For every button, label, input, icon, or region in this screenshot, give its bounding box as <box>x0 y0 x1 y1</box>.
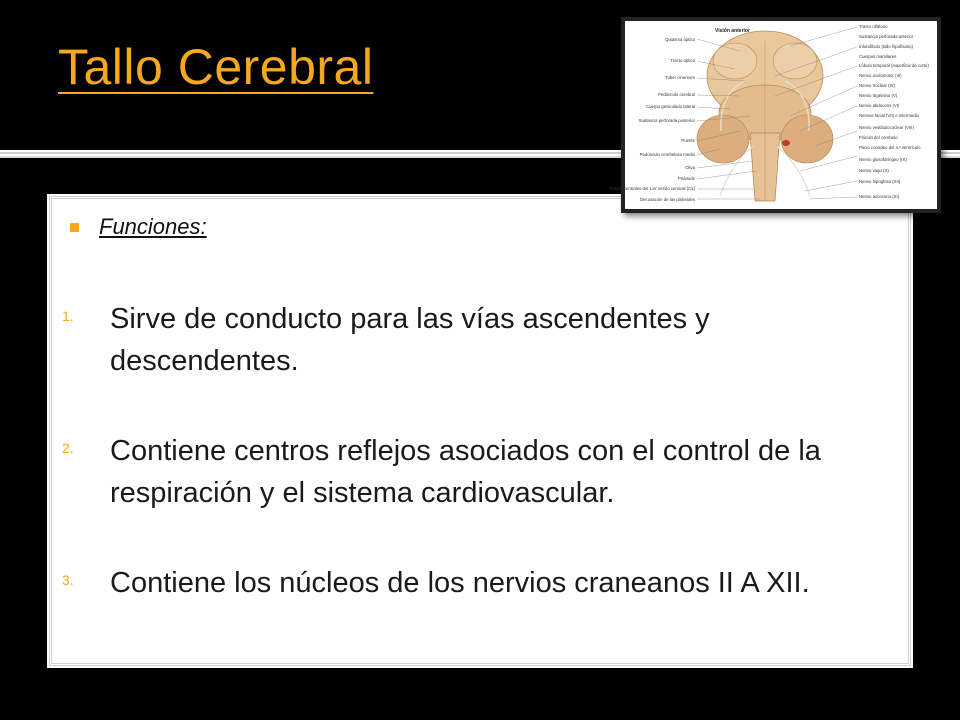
figure-label: Raíces ventrales del 1.er nervio cervical (C1) <box>609 186 695 191</box>
square-bullet-icon <box>70 223 79 232</box>
figure-label: Nervio oculomotor (III) <box>859 73 902 78</box>
figure-label: Flóculo del cerebelo <box>859 135 898 140</box>
brainstem-illustration <box>609 21 937 209</box>
list-item-number: 1. <box>62 308 74 324</box>
figure-label: Nervio vestibulococlear (VIII) <box>859 125 914 130</box>
figure-heading: Visión anterior <box>715 28 750 34</box>
figure-label: Lóbulo temporal (superficie de corte) <box>859 63 929 68</box>
figure-label: Cuerpos mamilares <box>859 54 897 59</box>
figure-label: Nervio vago (X) <box>859 168 889 173</box>
brainstem-anatomy-figure <box>609 17 941 213</box>
figure-label: Nervio troclear (IV) <box>859 83 896 88</box>
functions-heading-row <box>70 214 207 240</box>
figure-label: Tracto olfatorio <box>859 24 888 29</box>
figure-label: Infundíbulo (tallo hipofisario) <box>859 44 913 49</box>
figure-label: Nervios facial (VII) e intermedio <box>859 113 919 118</box>
figure-label: Oliva <box>685 165 695 170</box>
figure-label: Decusación de las pirámides <box>640 197 695 202</box>
figure-label: Nervio abducens (VI) <box>859 103 900 108</box>
list-item-number: 2. <box>62 440 74 456</box>
figure-label: Sustancia perforada posterior <box>638 118 695 123</box>
functions-heading: Funciones: <box>99 214 207 239</box>
figure-label: Sustancia perforada anterior <box>859 34 914 39</box>
figure-label: Nervio glosofaríngeo (IX) <box>859 157 907 162</box>
figure-label: Pedúnculo cerebeloso medio <box>639 152 695 157</box>
list-item-number: 3. <box>62 572 74 588</box>
slide-title[interactable]: Tallo Cerebral <box>58 39 374 95</box>
list-item-text: Contiene centros reflejos asociados con el control de la respiración y el sistema cardiovascular. <box>110 435 821 509</box>
figure-label: Nervio trigémino (V) <box>859 93 898 98</box>
figure-label: Quiasma óptico <box>665 37 695 42</box>
figure-label: Cuerpo geniculado lateral <box>646 104 695 109</box>
figure-label: Nervio hipogloso (XII) <box>859 179 901 184</box>
list-item-text: Contiene los núcleos de los nervios craneanos II A XII. <box>110 567 810 599</box>
figure-label: Pirámide <box>678 176 695 181</box>
figure-label: Puente <box>681 138 695 143</box>
figure-label: Tracto óptico <box>670 58 695 63</box>
figure-label: Nervio accesorio (XI) <box>859 194 900 199</box>
list-item-text: Sirve de conducto para las vías ascendentes y descendentes. <box>110 303 710 377</box>
figure-label: Pedúnculo cerebral <box>657 92 695 97</box>
figure-label: Plexo coroideo del 4.º ventrículo <box>859 145 921 150</box>
figure-label: Tuber cinereum <box>665 75 695 80</box>
